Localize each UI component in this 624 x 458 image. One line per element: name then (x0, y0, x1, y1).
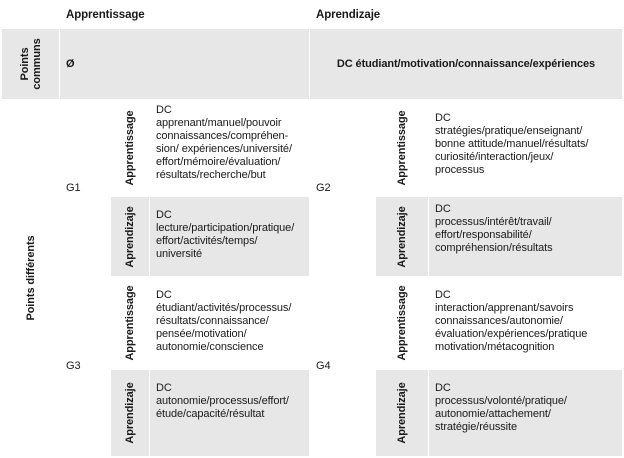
points-communs-label-cell (2, 29, 59, 99)
g3-aprendizaje-label-cell (111, 370, 149, 456)
g2-aprendizaje-label-cell (376, 197, 428, 276)
g4-aprendizaje-label-cell (376, 370, 428, 456)
g4-app-line: évaluation/expériences/pratique (435, 328, 588, 340)
g4-apprentissage-label: Apprentissage (396, 285, 408, 361)
group-g4-label (310, 277, 375, 456)
g4-apr-line: DC (435, 382, 451, 394)
g3-aprendizaje-cell (150, 370, 309, 456)
g3-apr-line: autonomie/processus/effort/ (156, 395, 289, 407)
group-g1-name: G1 (66, 181, 81, 194)
g4-app-line: connaissances/autonomie/ (435, 315, 563, 327)
g2-app-line: stratégies/pratique/enseignant/ (435, 125, 583, 137)
points-communs-label (19, 38, 43, 89)
g2-apprentissage-cell (429, 100, 622, 196)
g4-apr-line: stratégie/réussite (435, 421, 517, 433)
g1-aprendizaje-cell (150, 197, 309, 276)
group-g4-name: G4 (316, 360, 331, 372)
g2-apprentissage-label: Apprentissage (396, 110, 408, 186)
g3-app-line: étudiant/activités/processus/ (156, 302, 292, 314)
g1-apr-line: université (156, 248, 203, 260)
g2-apr-line: effort/responsabilité/ (435, 229, 532, 241)
g3-app-line: résultats/connaissance/ (156, 315, 269, 327)
g3-apr-line: étude/capacité/résultat (156, 408, 265, 420)
common-apprentissage-value: Ø (66, 57, 75, 70)
g1-aprendizaje-label: Aprendizaje (124, 205, 136, 268)
header-corner-cell (2, 2, 59, 28)
g4-apprentissage-label-cell (376, 277, 428, 369)
g1-aprendizaje-text (156, 209, 305, 261)
g1-app-line: effort/mémoire/évaluation/ (156, 156, 281, 168)
g2-app-line: bonne attitude/manuel/résultats/ (435, 138, 589, 150)
g1-app-line: sion/ expériences/université/ (156, 143, 292, 155)
g3-app-line: pensée/motivation/ (156, 328, 247, 340)
g4-aprendizaje-label: Aprendizaje (396, 382, 408, 444)
g1-apprentissage-text (156, 104, 305, 182)
g1-app-line: résultats/recherche/but (156, 169, 266, 181)
group-g3-name: G3 (66, 360, 81, 372)
g1-app-line: connaissances/compréhen- (156, 130, 289, 142)
g3-apprentissage-cell (150, 277, 309, 369)
group-g3-label (60, 277, 110, 456)
points-communs-label-line2: communs (30, 38, 43, 90)
g1-apprentissage-label: Apprentissage (124, 110, 136, 186)
g4-aprendizaje-cell (429, 370, 622, 456)
g1-apprentissage-cell (150, 100, 309, 196)
header-aprendizaje-label: Aprendizaje (316, 8, 381, 21)
g1-app-line: apprenant/manuel/pouvoir (156, 117, 282, 129)
g4-app-line: interaction/apprenant/savoirs (435, 302, 574, 314)
points-communs-label-line1: Points (18, 47, 31, 81)
g2-apprentissage-label-cell (376, 100, 428, 196)
g4-app-line: motivation/métacognition (435, 341, 555, 353)
g3-apprentissage-label: Apprentissage (124, 285, 136, 361)
g1-apr-line: lecture/participation/pratique/ (156, 222, 295, 234)
g4-apprentissage-text (435, 289, 618, 354)
common-aprendizaje-cell (310, 29, 622, 99)
g3-app-line: autonomie/conscience (156, 341, 264, 353)
g1-apr-line: DC (156, 209, 172, 221)
g4-apr-line: autonomie/attachement/ (435, 408, 551, 420)
g3-aprendizaje-label: Aprendizaje (124, 382, 136, 444)
g2-app-line: processus (435, 164, 485, 176)
g3-apr-line: DC (156, 382, 172, 394)
g3-apprentissage-label-cell (111, 277, 149, 369)
g2-apr-line: DC (435, 203, 451, 215)
g2-apr-line: processus/intérêt/travail/ (435, 216, 552, 228)
g2-aprendizaje-text (435, 203, 618, 255)
g4-app-line: DC (435, 289, 451, 301)
header-apprentissage-label: Apprentissage (66, 8, 145, 21)
header-apprentissage (60, 2, 309, 28)
group-g2-name: G2 (316, 181, 331, 194)
g3-aprendizaje-text (156, 382, 305, 421)
g3-apprentissage-text (156, 289, 305, 354)
g2-app-line: DC (435, 112, 451, 124)
common-apprentissage-cell (60, 29, 309, 99)
g2-app-line: curiosité/interaction/jeux/ (435, 151, 554, 163)
points-differents-label: Points différents (24, 235, 37, 321)
g1-apprentissage-label-cell (111, 100, 149, 196)
header-aprendizaje (310, 2, 622, 28)
group-g2-label (310, 100, 375, 276)
g4-aprendizaje-text (435, 382, 618, 434)
g4-apprentissage-cell (429, 277, 622, 369)
g2-aprendizaje-cell (429, 197, 622, 276)
g1-app-line: DC (156, 104, 172, 116)
group-g1-label (60, 100, 110, 276)
points-differents-label-cell (2, 100, 59, 456)
common-aprendizaje-value: DC étudiant/motivation/connaissance/expériences (336, 57, 596, 70)
g4-apr-line: processus/volonté/pratique/ (435, 395, 567, 407)
g2-apr-line: compréhension/résultats (435, 242, 553, 254)
g1-aprendizaje-label-cell (111, 197, 149, 276)
g3-app-line: DC (156, 289, 172, 301)
g2-apprentissage-text (435, 112, 618, 177)
g2-aprendizaje-label: Aprendizaje (396, 205, 408, 268)
g1-apr-line: effort/activités/temps/ (156, 235, 258, 247)
